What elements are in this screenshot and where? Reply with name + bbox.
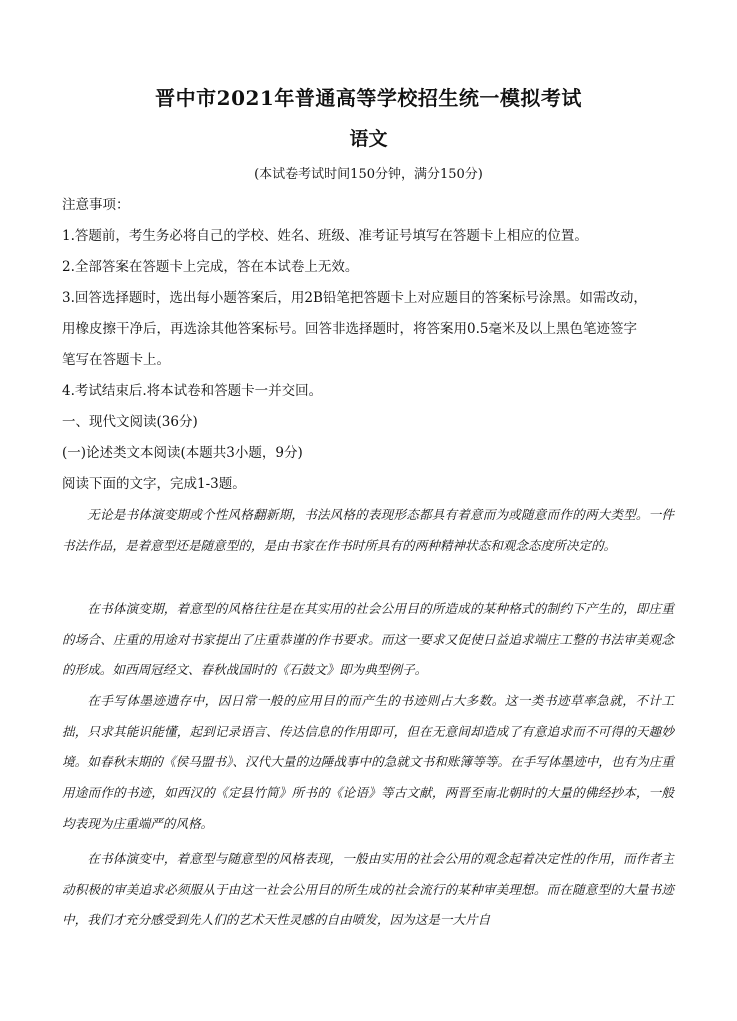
time-note: (本试卷考试时间150分钟，满分150分) [254,167,483,182]
passage-paragraph-3: 在手写体墨迹遗存中，因日常一般的应用目的而产生的书迹则占大多数。这一类书迹草率急就，不计工拙，只求其能识能懂，起到记录语言、传达信息的作用即可，但在无意间却造成了有意追求而不可得的天趣妙境。如春秋末期的《侯马盟书》、汉代大量的边陲战事中的急就文书和账簿等等。在手写体墨迹中，也有为庄重用途而作的书迹，如西汉的《定县竹简》所书的《论语》等古文献，两晋至南北朝时的大量的佛经抄本，一般均表现为庄重端严的风格。 [62,693,674,831]
notice-item-3-line-1: 3.回答选择题时，选出每小题答案后，用2B铅笔把答题卡上对应题目的答案标号涂黑。如需改动， [62,290,647,306]
section-heading: 一、现代文阅读(36分) [62,414,198,430]
notice-item-2: 2.全部答案在答题卡上完成，答在本试卷上无效。 [62,259,359,275]
passage-paragraph-4: 在书体演变中，着意型与随意型的风格表现，一般由实用的社会公用的观念起着决定性的作用，而作者主动积极的审美追求必须服从于由这一社会公用目的所生成的社会流行的某种审美理想。而在随意型的大量书迹中，我们才充分感受到先人们的艺术天性灵感的自由喷发，因为这是一大片自 [62,851,674,928]
exam-title: 晋中市2021年普通高等学校招生统一模拟考试 [155,86,582,110]
reading-instruction: 阅读下面的文字，完成1-3题。 [62,476,246,492]
notice-item-3-line-2: 用橡皮擦干净后，再选涂其他答案标号。回答非选择题时，将答案用0.5毫米及以上黑色笔迹签字 [62,321,637,337]
subsection-heading: (一)论述类文本阅读(本题共3小题，9分) [62,445,303,461]
passage-paragraph-2: 在书体演变期，着意型的风格往往是在其实用的社会公用目的所造成的某种格式的制约下产生的，即庄重的场合、庄重的用途对书家提出了庄重恭谨的作书要求。而这一要求又促使日益追求端庄工整的书法审美观念的形成。如西周冠经文、春秋战国时的《石鼓文》即为典型例子。 [62,601,674,678]
notice-item-3-line-3: 笔写在答题卡上。 [62,352,170,368]
notice-heading: 注意事项： [62,197,130,213]
subject-title: 语文 [349,128,388,150]
passage-paragraph-1: 无论是书体演变期或个性风格翻新期，书法风格的表现形态都具有着意而为或随意而作的两大类型。一件书法作品，是着意型还是随意型的，是由书家在作书时所具有的两种精神状态和观念态度所决定的。 [62,507,674,553]
notice-item-1: 1.答题前，考生务必将自己的学校、姓名、班级、准考证号填写在答题卡上相应的位置。 [62,228,588,244]
notice-item-4: 4.考试结束后.将本试卷和答题卡一并交回。 [62,383,323,399]
